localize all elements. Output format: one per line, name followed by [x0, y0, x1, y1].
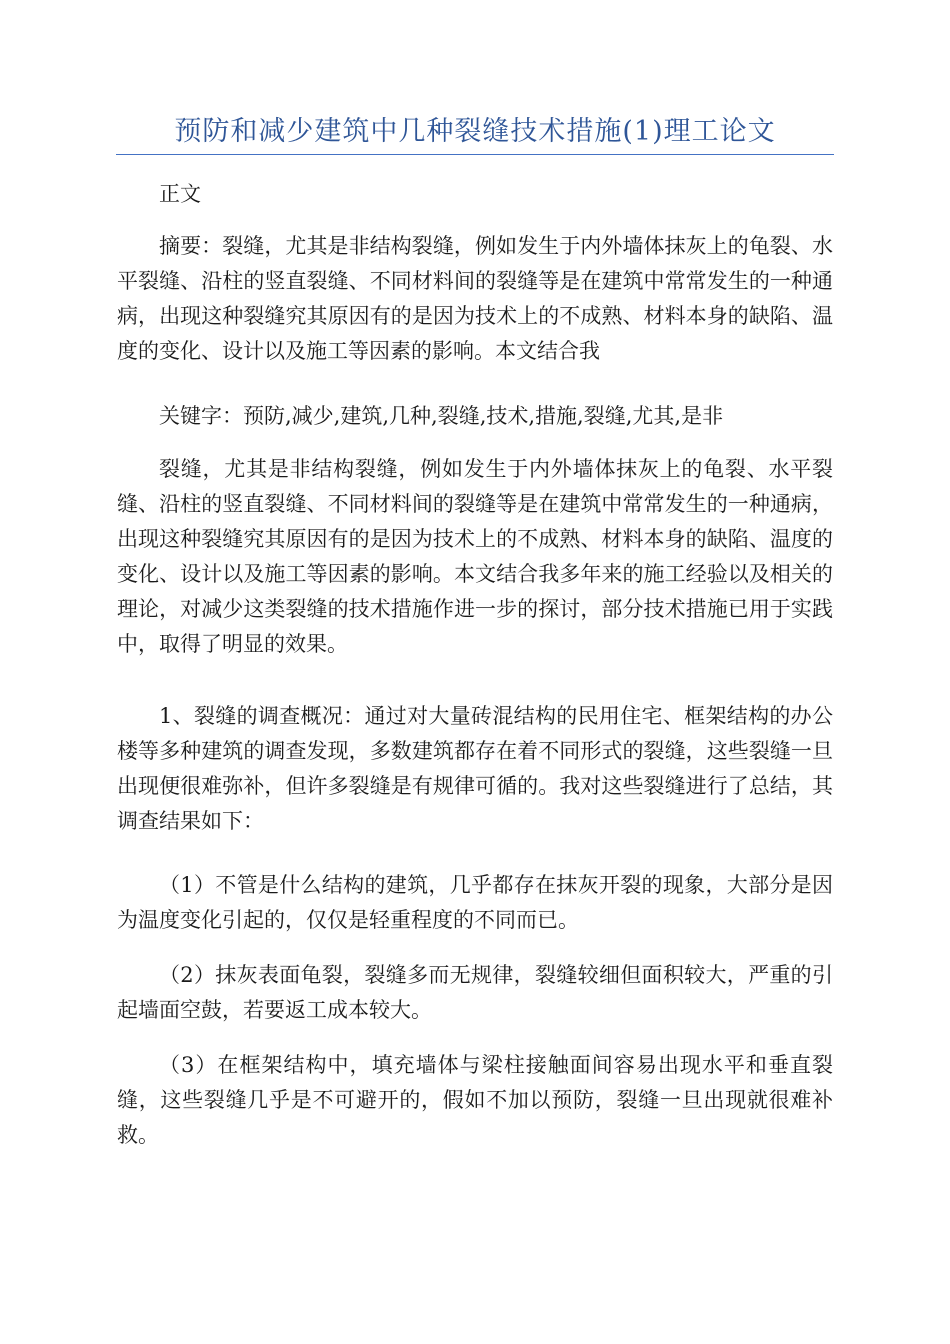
paragraph-item-1: （1）不管是什么结构的建筑，几乎都存在抹灰开裂的现象，大部分是因为温度变化引起的，仅仅是轻重程度的不同而已。: [117, 873, 833, 932]
paragraph-item-3: （3）在框架结构中，填充墙体与梁柱接触面间容易出现水平和垂直裂缝，这些裂缝几乎是不可避开的，假如不加以预防，裂缝一旦出现就很难补救。: [117, 1053, 833, 1147]
paragraph-main-text-label: 正文: [159, 182, 201, 206]
paragraph-abstract: 摘要：裂缝，尤其是非结构裂缝，例如发生于内外墙体抹灰上的龟裂、水平裂缝、沿柱的竖直裂缝、不同材料间的裂缝等是在建筑中常常发生的一种通病，出现这种裂缝究其原因有的是因为技术上的不成熟、材料本身的缺陷、温度的变化、设计以及施工等因素的影响。本文结合我: [117, 234, 833, 363]
title-underline: [116, 154, 834, 155]
document-title: 预防和减少建筑中几种裂缝技术措施(1)理工论文: [174, 116, 776, 147]
paragraph-keywords: 关键字：预防,减少,建筑,几种,裂缝,技术,措施,裂缝,尤其,是非: [159, 404, 724, 428]
paragraph-item-2: （2）抹灰表面龟裂，裂缝多而无规律，裂缝较细但面积较大，严重的引起墙面空鼓，若要返工成本较大。: [117, 963, 833, 1022]
paragraph-survey-overview: 1、裂缝的调查概况：通过对大量砖混结构的民用住宅、框架结构的办公楼等多种建筑的调查发现，多数建筑都存在着不同形式的裂缝，这些裂缝一旦出现便很难弥补，但许多裂缝是有规律可循的。我对这些裂缝进行了总结，其调查结果如下：: [117, 704, 833, 833]
paragraph-introduction: 裂缝，尤其是非结构裂缝，例如发生于内外墙体抹灰上的龟裂、水平裂缝、沿柱的竖直裂缝、不同材料间的裂缝等是在建筑中常常发生的一种通病，出现这种裂缝究其原因有的是因为技术上的不成熟、材料本身的缺陷、温度的变化、设计以及施工等因素的影响。本文结合我多年来的施工经验以及相关的理论，对减少这类裂缝的技术措施作进一步的探讨，部分技术措施已用于实践中，取得了明显的效果。: [117, 457, 833, 656]
